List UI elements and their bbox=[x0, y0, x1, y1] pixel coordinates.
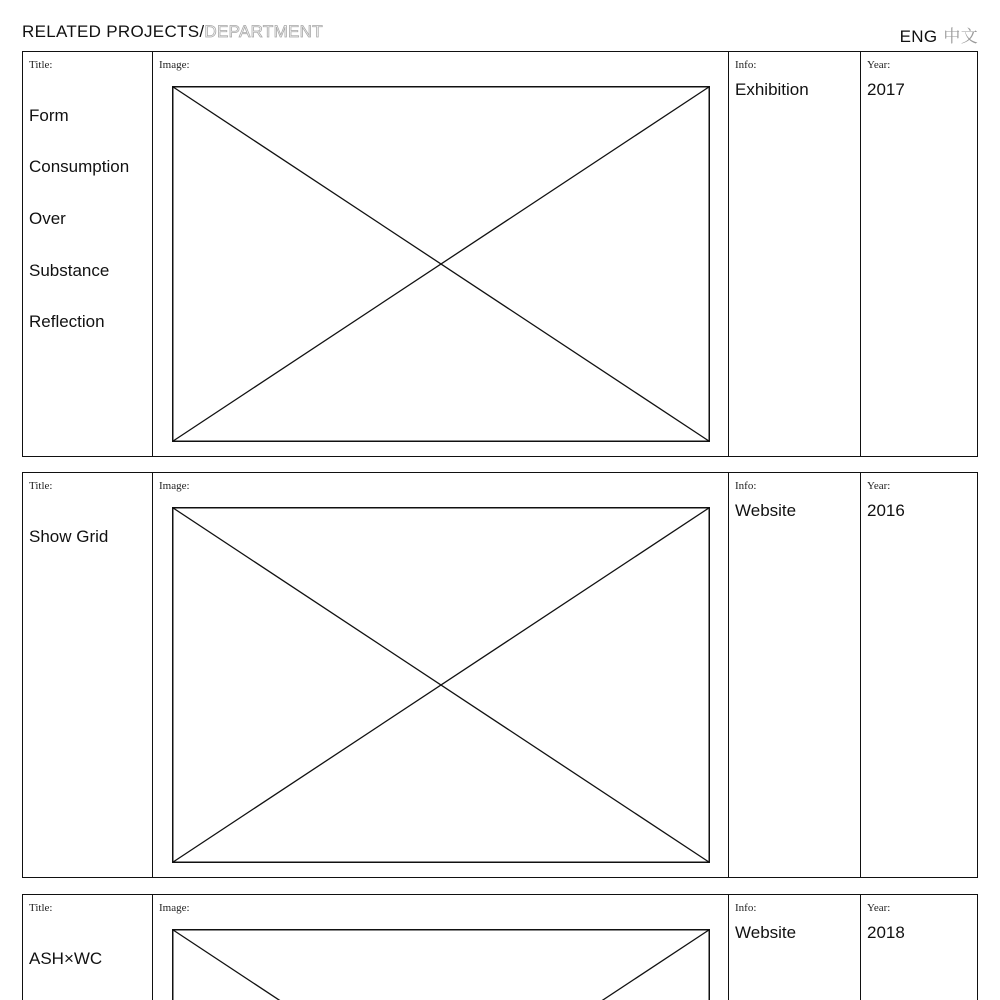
year-label: Year: bbox=[867, 480, 891, 492]
image-placeholder-icon[interactable] bbox=[172, 929, 710, 1000]
project-title-line: ASH×WC bbox=[29, 948, 103, 968]
image-label: Image: bbox=[159, 480, 190, 492]
language-switcher bbox=[900, 22, 978, 47]
title-column bbox=[23, 52, 152, 456]
year-label: Year: bbox=[867, 902, 891, 914]
info-column bbox=[728, 895, 860, 1000]
project-title bbox=[29, 77, 148, 361]
project-title-line: Form bbox=[29, 105, 69, 125]
language-option-eng[interactable]: ENG bbox=[899, 27, 938, 46]
image-column bbox=[152, 895, 728, 1000]
image-label: Image: bbox=[159, 902, 190, 914]
image-label: Image: bbox=[159, 59, 190, 71]
breadcrumb-link-department[interactable]: DEPARTMENT bbox=[204, 22, 323, 41]
project-title-line: Over bbox=[29, 208, 66, 228]
project-card[interactable] bbox=[22, 51, 978, 457]
project-year: 2016 bbox=[867, 501, 905, 520]
image-placeholder-icon[interactable] bbox=[172, 86, 710, 442]
image-column bbox=[152, 473, 728, 877]
title-label: Title: bbox=[29, 59, 53, 71]
project-info: Website bbox=[735, 501, 797, 520]
top-bar bbox=[22, 22, 978, 48]
project-title-line: Reflection bbox=[29, 312, 105, 332]
info-label: Info: bbox=[735, 59, 757, 71]
project-title-line: Substance bbox=[29, 260, 110, 280]
year-column bbox=[860, 895, 977, 1000]
project-info: Website bbox=[735, 923, 797, 942]
project-year: 2017 bbox=[867, 80, 905, 99]
info-label: Info: bbox=[735, 480, 757, 492]
title-column bbox=[23, 473, 152, 877]
breadcrumb-separator: / bbox=[199, 22, 205, 41]
project-title bbox=[29, 498, 148, 575]
breadcrumb-current: RELATED PROJECTS bbox=[22, 22, 200, 41]
info-column bbox=[728, 473, 860, 877]
title-label: Title: bbox=[29, 902, 53, 914]
image-placeholder-icon[interactable] bbox=[172, 507, 710, 863]
year-label: Year: bbox=[867, 59, 891, 71]
image-column bbox=[152, 52, 728, 456]
project-title bbox=[29, 920, 148, 997]
project-title-line: Consumption bbox=[29, 157, 130, 177]
info-column bbox=[728, 52, 860, 456]
title-column bbox=[23, 895, 152, 1000]
language-option-chinese[interactable]: 中文 bbox=[943, 27, 978, 46]
project-year: 2018 bbox=[867, 923, 905, 942]
title-label: Title: bbox=[29, 480, 53, 492]
info-label: Info: bbox=[735, 902, 757, 914]
breadcrumb bbox=[22, 22, 323, 42]
project-info: Exhibition bbox=[735, 80, 809, 99]
project-card[interactable] bbox=[22, 472, 978, 878]
year-column bbox=[860, 473, 977, 877]
project-title-line: Show Grid bbox=[29, 526, 109, 546]
project-card[interactable] bbox=[22, 894, 978, 1000]
year-column bbox=[860, 52, 977, 456]
